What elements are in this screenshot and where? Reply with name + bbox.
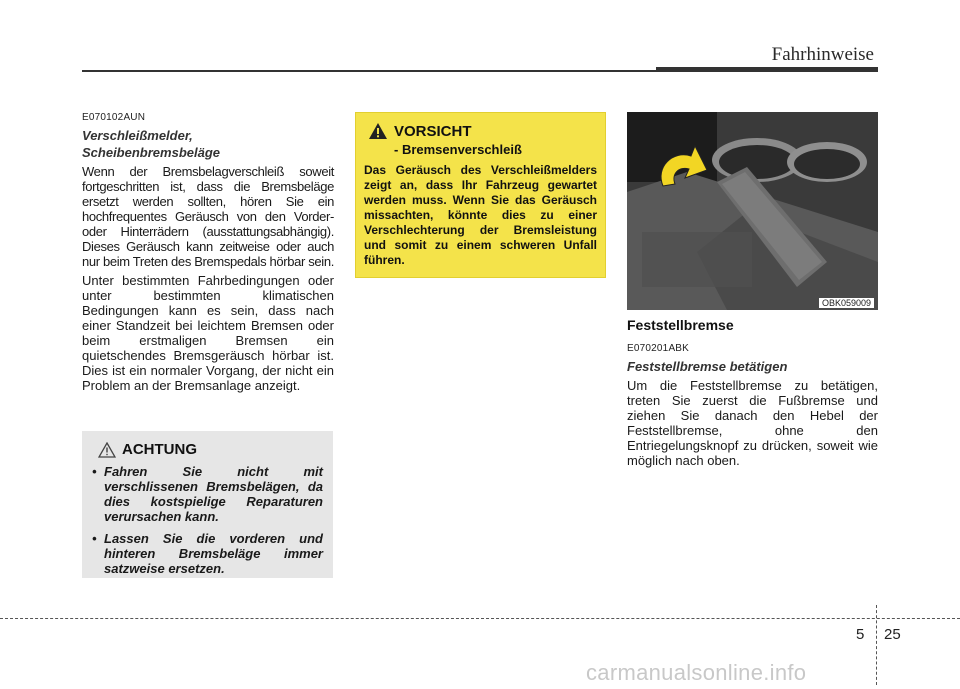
vorsicht-label: VORSICHT — [394, 122, 472, 140]
watermark: carmanualsonline.info — [586, 660, 807, 685]
caution-triangle-icon — [368, 122, 388, 140]
page-number-divider — [876, 605, 877, 685]
header-rule — [82, 70, 656, 72]
section-heading: Feststellbremse betätigen — [627, 359, 788, 374]
list-item — [92, 531, 323, 576]
warning-triangle-icon — [98, 442, 116, 458]
paragraph-wear-indicator: Wenn der Bremsbelagverschleiß soweit fortgeschritten ist, dass die Bremsbeläge ersetzt werden sollten, hören Sie ein hochfrequentes Geräusch von den Vorder- oder Hinterrädern (ausstattungsabhängig). Dieses Geräusch kann zeitweise oder auch nur beim Treten des Bremspedals hörbar sein. — [82, 164, 334, 269]
list-item-text: Fahren Sie nicht mit verschlissenen Bremsbelägen, da dies kostspielige Reparaturen verursachen kann. — [104, 464, 323, 524]
achtung-warning-box — [82, 431, 333, 578]
vorsicht-caution-box — [355, 112, 606, 278]
section-heading-line1: Verschleißmelder, — [82, 128, 193, 143]
vorsicht-subtitle: - Bremsenverschleiß — [394, 142, 522, 157]
chapter-number: 5 — [856, 626, 865, 643]
bullet-icon: • — [92, 464, 97, 479]
right-column — [627, 317, 878, 472]
achtung-list — [92, 464, 323, 576]
bullet-icon: • — [92, 531, 97, 546]
achtung-header — [98, 441, 323, 458]
section-heading-line2: Scheibenbremsbeläge — [82, 145, 220, 160]
parking-brake-lever-image — [627, 112, 878, 310]
image-code: OBK059009 — [819, 298, 874, 308]
footer-rule — [0, 618, 960, 619]
section-code: E070102AUN — [82, 112, 146, 123]
section-code: E070201ABK — [627, 343, 690, 354]
header-rule-accent — [656, 67, 878, 72]
list-item-text: Lassen Sie die vorderen und hinteren Bremsbeläge immer satzweise ersetzen. — [104, 531, 323, 576]
vorsicht-header — [368, 122, 597, 140]
achtung-label: ACHTUNG — [122, 441, 197, 458]
paragraph-parking-brake: Um die Feststellbremse zu betätigen, treten Sie zuerst die Fußbremse und ziehen Sie danach den Hebel der Feststellbremse, ohne den Entriegelungsknopf zu drücken, soweit wie möglich nach oben. — [627, 378, 878, 468]
page-number: 25 — [884, 626, 901, 643]
paragraph-brake-noise: Unter bestimmten Fahrbedingungen oder unter bestimmten klimatischen Bedingungen kann es sein, dass nach einer Standzeit bei leichtem Bremsen oder beim erstmaligen Bremsen ein quietschendes Bremsgeräusch hörbar ist. Dies ist ein normaler Vorgang, der nicht ein Problem an der Bremsanlage anzeigt. — [82, 273, 334, 393]
section-title: Feststellbremse — [627, 317, 734, 333]
page-header-title: Fahrhinweise — [771, 44, 874, 65]
parking-brake-photo — [627, 112, 878, 310]
left-column — [82, 112, 334, 397]
list-item — [92, 464, 323, 524]
vorsicht-body: Das Geräusch des Verschleißmelders zeigt an, dass Ihr Fahrzeug gewartet werden muss. Wenn Sie das Geräusch missachten, könnte dies zu einer Verschlechterung der Bremsleistung und somit zu einem schweren Unfall führen. — [364, 163, 597, 267]
